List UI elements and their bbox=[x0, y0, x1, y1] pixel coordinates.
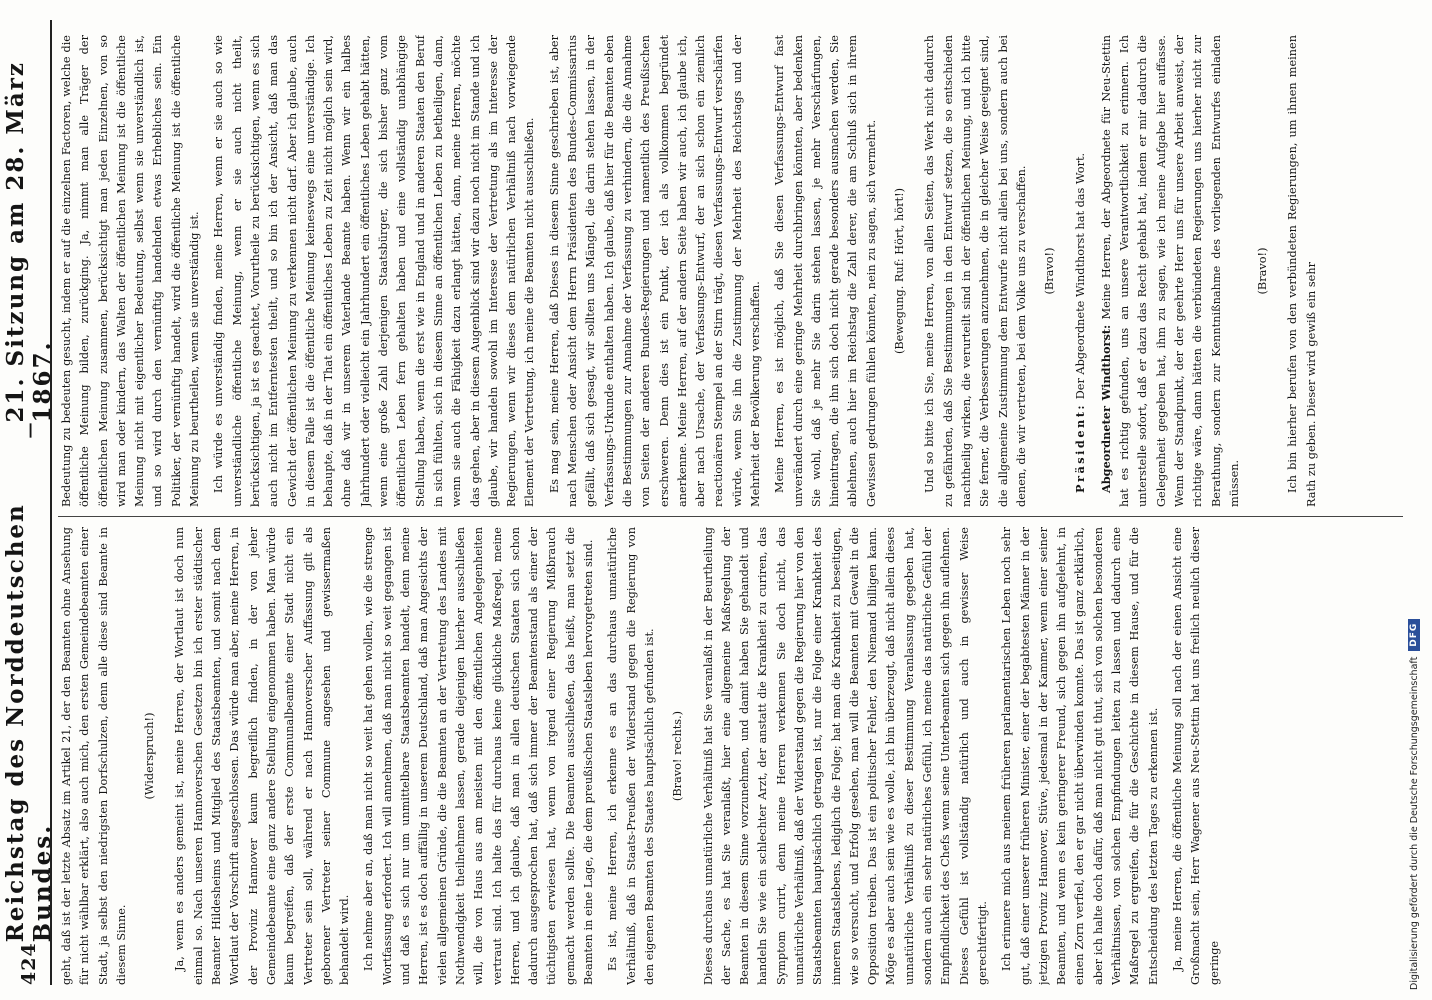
interjection: (Bravo!) bbox=[1256, 247, 1270, 295]
paragraph: Ich würde es unverständig finden, meine Herren, wenn er sie auch so wie unverständliche öffentliche Meinung, wenn er sie auch nicht theilt, berücksichtigen, ja ist es geachtet, Vorurtheile zu berücksichtigen, wenn es sich auch nicht im Entferntesten theilt, und so bin ich der Ansicht, daß man das Gewicht der öffentlichen Meinung zu verkennen nicht darf. Aber ich glaube, auch in diesem Falle ist die öffentliche Meinung keineswegs eine unverständige. Ich behaupte, daß in der That ein öffentliches Leben zu Zeit nicht möglich sein wird, ohne daß wir in unserem Vaterlande Beamte haben. Wenn wir ein halbes Jahrhundert oder vielleicht ein Jahrhundert ein öffentliches Leben gehabt hätten, wenn eine große Zahl derjenigen Staatsbürger, die sich bisher ganz vom öffentlichen Leben fern gehalten haben und eine vollständig unabhängige Stellung haben, wenn die erst wie in England und in anderen Staaten den Beruf in sich fühlten, sich in diesem Sinne an öffentlichen Leben zu betheiligen, dann, wenn sie auch die Fähigkeit dazu erlangt hätten, dann, meine Herren, möchte das gehen, aber in diesem Augenblick sind wir dazu noch nicht im Stande und ich glaube, wir handeln sowohl im Interesse der Vertretung als im Interesse der Regierungen, wenn wir dieses dem natürlichen Verhältniß nach vorwiegende Element der Vertretung, ich meine die Beamten nicht ausschließen. bbox=[212, 35, 537, 507]
publication-title: Reichstag des Norddeutschen Bundes. bbox=[2, 503, 56, 943]
left-column bbox=[58, 527, 1408, 985]
paragraph: Dieses durchaus unnatürliche Verhältniß hat Sie veranlaßt in der Beurtheilung der Sache, es hat Sie veranlaßt, hier eine allgemeine Maßregelung der Beamten in diesem Sinne vorzunehmen, und damit haben Sie gehandelt und handeln Sie wie ein schlechter Arzt, der anstatt die Krankheit zu curiren, das Symptom curirt, denn meine Herren verkennen Sie doch nicht, das unnatürliche Verhältniß, daß der Widerstand gegen die Regierung hier von den Staatsbeamten hauptsächlich getragen ist, nur die Folge einer Krankheit des inneren Staatslebens, lediglich die Folge; hat man die Krankheit zu beseitigen, wie so versucht, und Erfolg gesehen, man will die Beamten mit Gewalt in die Opposition treiben. Das ist ein politischer Fehler, den Niemand billigen kann. Möge es aber auch sein wie es wolle, ich bin überzeugt, daß nicht allein dieses unnatürliche Verhältniß zu dieser Bestimmung Veranlassung gegeben hat, sondern auch ein sehr natürliches Gefühl, ich meine das natürliche Gefühl der Empfindlichkeit des Chefs wenn seine Unterbeamten sich gegen ihn auflehnen. Dieses Gefühl ist vollständig natürlich und auch in gewisser Weise gerechtfertigt. bbox=[701, 527, 989, 985]
paragraph: Es mag sein, meine Herren, daß Dieses in diesem Sinne geschrieben ist, aber nach Menschen oder Ansicht dem Herrn Präsidenten des Bundes-Commissarius gefällt, daß sich gesagt, wir sollten uns Mängel, die darin stehen lassen, in der Verfassungs-Urkunde enthalten haben. Ich glaube, daß hier für die Beamten eben die Bestimmungen zur Annahme der Verfassung zu verhindern, die die Annahme von Seiten der anderen Bundes-Regierungen und namentlich des Preußischen erschweren. Denn dies ist ein Punkt, der ich als vollkommen begründet anerkenne. Meine Herren, auf der andern Seite haben wir auch, ich glaube ich, aber nach Ursache, der Verfassungs-Entwurf, der an sich schon ein ziemlich reactionären Stempel an der Stirn trägt, diesen Verfassungs-Entwurf verschärfen würde, wenn Sie ihn die Zustimmung der Mehrheit des Reichstags und der Mehrheit der Bevölkerung verschaffen. bbox=[547, 35, 762, 507]
page-number: 424 bbox=[18, 942, 40, 985]
president-paragraph bbox=[1071, 35, 1090, 507]
speaker-text: Meine Herren, der Abgeordnete für Neu-Stettin hat es richtig gefunden, uns an unsere Verantwortlichkeit zu erinnern. Ich unterstelle sofort, daß er dazu das Recht gehabt hat, indem er mir dadurch die Gelegenheit gegeben hat, ihm zu sagen, wie ich meine Aufgabe hier auffasse. Wenn der Standpunkt, der der geehrte Herr uns für unsere Arbeit anweist, der richtige wäre, dann hätten die verbündeten Regierungen uns hierher nicht zur Berathung, sondern zur Kenntnißnahme des vorliegenden Entwurfes einladen müssen. bbox=[1099, 35, 1241, 507]
digitization-credit bbox=[1405, 0, 1423, 990]
rotated-page-content bbox=[2, 20, 1415, 985]
paragraph: Bedeutung zu bedeuten gesucht, indem er auf die einzelnen Factoren, welche die öffentliche Meinung bilden, zurückging. Ja, nimmt man alle Träger der öffentlichen Meinung zusammen, berücksichtigt man jeden Einzelnen, von so wird man oder kindern, das Walten der öffentlichen Meinung ist die öffentliche Meinung nicht mit eigentlicher Bedeutung, selbst wenn sie unverständlich ist, und so wird durch den vernünftig handelnden etwas Erhebliches sein. Ein Politiker, der vernünftig handelt, wird die öffentliche Meinung ist die öffentliche Meinung zu beurtheilen, wenn sie unverständig ist. bbox=[60, 35, 202, 507]
paragraph: Und so bitte ich Sie, meine Herren, von allen Seiten, das Werk nicht dadurch zu gefährden, daß Sie Bestimmungen in den Entwurf setzen, die so entschieden nachtheilig wirken, die verurteilt sind in der öffentlichen Meinung, und ich bitte Sie ferner, die Verbesserungen anzunehmen, die in gleicher Weise geeignet sind, die allgemeine Zustimmung dem Entwurfe nicht allein bei uns, sondern auch bei denen, die wir vertreten, bei dem Volke uns zu verschaffen. bbox=[923, 35, 1028, 507]
page-header bbox=[2, 20, 56, 985]
right-column bbox=[58, 35, 1408, 507]
interjection: (Bewegung. Ruf: Hört, hört!) bbox=[893, 187, 907, 355]
speaker-paragraph bbox=[1097, 35, 1244, 507]
paragraph: Ja, wenn es anders gemeint ist, meine Herren, der Wortlaut ist doch nun einmal so. Nach unseren Hannoverschen Gesetzen bin ich erster städtischer Beamter Hildesheims und Mitglied des Staatsbeamten, und somit nach dem Wortlaut der Vorschrift ausgeschlossen. Das würde man aber, meine Herren, in der Provinz Hannover kaum begreiflich finden, in der von jeher Gemeindebeamte eine ganz andere Stellung eingenommen haben. Man würde kaum begreifen, daß der erste Communalbeamte einer Stadt nicht ein Vertreter sein soll, während er nach Hannoverscher Auffassung gilt als geborener Vertreter seiner Commune angesehen und gewissermaßen behandelt wird. bbox=[173, 527, 352, 985]
paragraph: Ich erinnere mich aus meinem früheren parlamentarischen Leben noch sehr gut, daß einer unserer früheren Minister, einer der begabtesten Männer in der jetzigen Provinz Hannover, Stüve, jedesmal in der Kammer, wenn einer seiner Beamten, und wenn es kein geringerer Freund, sich gegen ihn aufgelehnt, in einen Zorn verfiel, den er gar nicht überwinden konnte. Das ist ganz erklärlich, aber ich halte doch dafür, daß man nicht gut thut, sich von solchen besonderen Verhältnissen, von solchen Empfindungen leiten zu lassen und dadurch eine Maßregel zu ergreifen, die für die Geschichte in diesem Hause, und für die Entscheidung des letzten Tages zu erkennen ist. bbox=[1000, 527, 1160, 985]
column-divider bbox=[58, 516, 1403, 517]
session-title: 21. Sitzung am 28. März 1867. bbox=[2, 61, 56, 423]
paragraph: geht, daß ist der letzte Absatz im Artikel 21, der den Beamten ohne Ansehung für nicht wählbar erklärt, also auch mich, den ersten Gemeindebeamten einer Stadt, ja selbst den niedrigsten Dorfschulzen, denn alle diese sind Beamte in diesem Sinne. bbox=[60, 527, 128, 985]
president-label: Präsident: bbox=[1073, 402, 1088, 493]
credit-text: Digitalisierung gefördert durch die Deutsche Forschungsgemeinschaft bbox=[1408, 656, 1420, 990]
paragraph: Meine Herren, es ist möglich, daß Sie diesen Verfassungs-Entwurf fast unverändert durch eine geringe Mehrheit durchbringen könnten, aber bedenken Sie wohl, daß je mehr Sie darin stehen lassen, je mehr Verschärfungen, hineintragen, die ihn sich doch nicht gerade besonders ausmachen werden, Sie ablehnen, auch hier im Reichstag die Zahl derer, die am Schluß sich in ihrem Gewissen gedrungen fühlen könnten, nein zu sagen, sich vermehrt. bbox=[773, 35, 878, 507]
paragraph: Ich nehme aber an, daß man nicht so weit hat gehen wollen, wie die strenge Wortfassung erfordert. Ich will annehmen, daß man nicht so weit gegangen ist und daß es sich nur um unmittelbare Staatsbeamten handelt, denn meine Herren, ist es doch auffällig in unserem Deutschland, daß man Angesichts der vielen allgemeinen Gründe, die die Beamten an der Vertretung des Landes mit Nothwendigkeit theilnehmen lassen, gerade diejenigen hierher ausschließen will, die von Haus aus am meisten mit den öffentlichen Angelegenheiten vertraut sind. Ich halte das für durchaus keine glückliche Maßregel, meine Herren, und ich glaube, daß man in allen deutschen Staaten sich schon dadurch ausgesprochen hat, daß sich immer der Beamtenstand als einer der tüchtigsten erwiesen hat, wenn von irgend einer Regierung Mißbrauch gemacht werden sollte. Die Beamten ausschließen, das heißt, man setzt die Beamten in eine Lage, die dem preußischen Staatsleben hervorgetreten sind. bbox=[362, 527, 596, 985]
interjection: (Bravo! rechts.) bbox=[671, 710, 685, 802]
paragraph: Es ist, meine Herren, ich erkenne es an das durchaus unnatürliche Verhältniß, daß in Staats-Preußen der Widerstand gegen die Regierung von den eigenen Beamten des Staates hauptsächlich gefunden ist. bbox=[606, 527, 656, 985]
interjection: (Bravo!) bbox=[1043, 247, 1057, 295]
speaker-label: Abgeordneter Windthorst: bbox=[1098, 324, 1113, 493]
header-dash: — bbox=[19, 422, 39, 439]
paragraph: Ja, meine Herren, die öffentliche Meinung soll nach der einen Ansicht eine Großmacht sein, Herr Wagener aus Neu-Stettin hat uns freilich neulich dieser geringe bbox=[1170, 527, 1221, 985]
interjection: (Widerspruch!) bbox=[143, 712, 157, 800]
header-rule bbox=[50, 20, 52, 985]
dfg-logo: DFG bbox=[1408, 619, 1420, 651]
president-text: Der Abgeordnete Windthorst hat das Wort. bbox=[1074, 152, 1088, 400]
paragraph: Ich bin hierher berufen von den verbündeten Regierungen, um ihnen meinen Rath zu geben. Dieser wird gewiß ein sehr bbox=[1286, 35, 1318, 507]
